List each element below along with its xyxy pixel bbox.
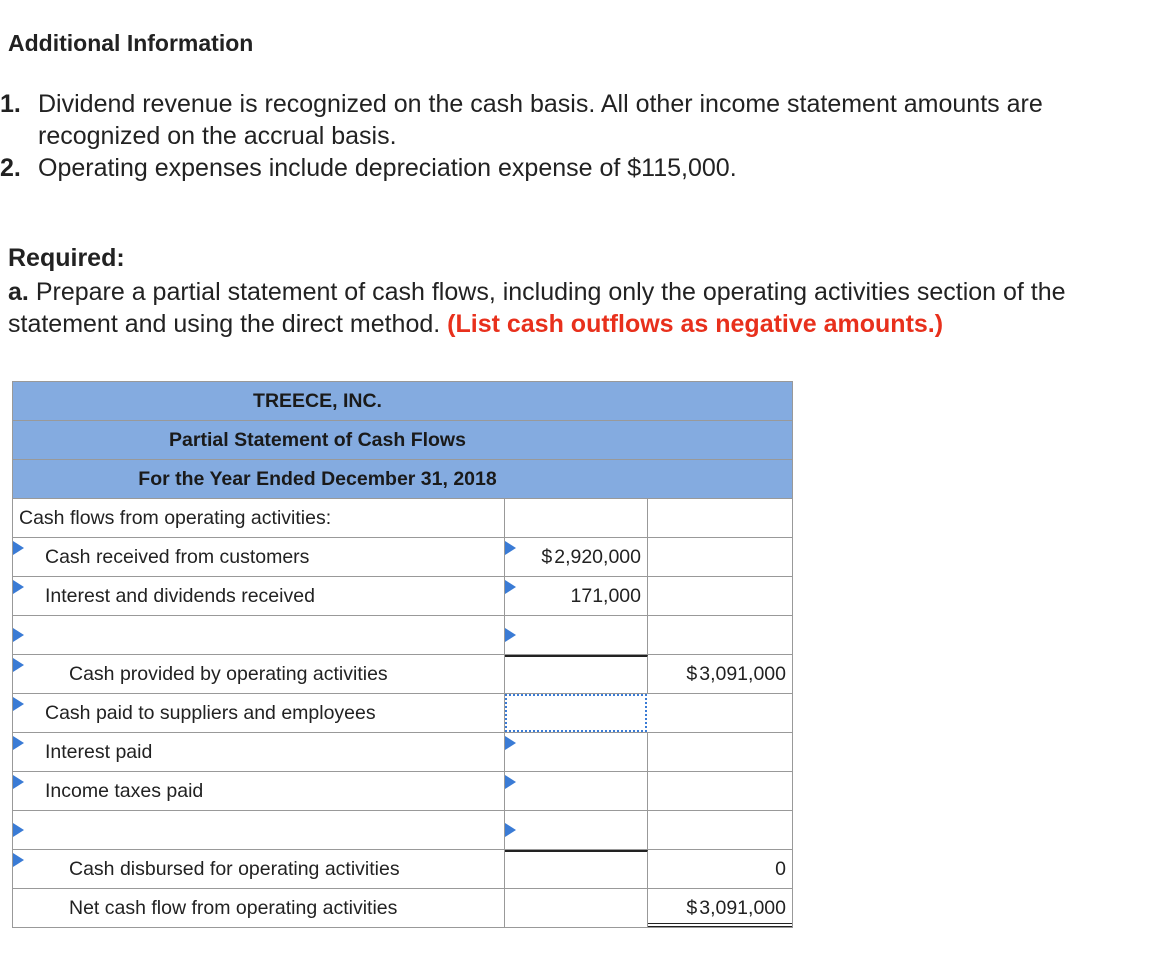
statement-company: TREECE, INC. [13,382,792,421]
info-item-1 [0,88,1120,152]
subtotal-row [13,655,792,694]
required-heading: Required: [8,244,125,272]
dropdown-marker-icon[interactable] [505,736,516,750]
section-row [13,499,792,538]
row-label[interactable]: Interest paid [45,741,153,763]
dropdown-marker-icon[interactable] [13,541,24,555]
dropdown-marker-icon[interactable] [13,697,24,711]
currency-symbol: $ [686,663,698,685]
row-label: Cash provided by operating activities [69,663,388,685]
amount-value: 3,091,000 [699,897,786,919]
dropdown-marker-icon[interactable] [505,580,516,594]
required-text: Prepare a partial statement of cash flows, including only the operating activities section of the statement and using the direct method. [8,278,1066,338]
dropdown-marker-icon[interactable] [13,853,24,867]
required-note: (List cash outflows as negative amounts.) [447,310,944,338]
required-part-label: a. [8,278,29,306]
dropdown-marker-icon[interactable] [13,736,24,750]
dropdown-marker-icon[interactable] [13,775,24,789]
info-item-number: 2. [0,154,21,182]
dropdown-marker-icon[interactable] [505,541,516,555]
table-row [13,616,792,655]
info-item-text: Operating expenses include depreciation expense of $115,000. [38,154,737,182]
currency-symbol: $ [686,897,698,919]
row-label[interactable]: Income taxes paid [45,780,204,802]
total-value [686,655,786,693]
amount-value: 2,920,000 [554,546,641,568]
info-item-number: 1. [0,90,21,118]
cash-flow-statement [12,381,793,928]
amount-value: 3,091,000 [699,663,786,685]
row-label[interactable]: Interest and dividends received [45,585,315,607]
row-label: Cash disbursed for operating activities [69,858,400,880]
dropdown-marker-icon[interactable] [505,628,516,642]
net-total-value [686,889,786,927]
info-item-text: Dividend revenue is recognized on the cash basis. All other income statement amounts are recognized on the accrual basis. [38,90,1043,150]
amount-input[interactable] [541,538,641,576]
row-label[interactable]: Cash paid to suppliers and employees [45,702,376,724]
amount-input[interactable]: 171,000 [570,585,641,607]
dropdown-marker-icon[interactable] [13,580,24,594]
table-row [13,577,792,616]
statement-title: Partial Statement of Cash Flows [13,421,792,460]
table-row [13,538,792,577]
subtotal-row [13,850,792,889]
dropdown-marker-icon[interactable] [505,823,516,837]
table-row [13,733,792,772]
dropdown-marker-icon[interactable] [505,775,516,789]
additional-info-list [0,88,1120,184]
currency-symbol: $ [541,546,553,568]
table-row [13,772,792,811]
required-instructions [8,276,1118,340]
amount-input-focused[interactable] [505,694,647,732]
info-item-2 [0,152,1120,184]
table-row [13,811,792,850]
table-row [13,694,792,733]
statement-period: For the Year Ended December 31, 2018 [13,460,792,499]
total-value: 0 [775,858,786,880]
dropdown-marker-icon[interactable] [13,823,24,837]
row-label[interactable]: Cash received from customers [45,546,310,568]
row-label: Net cash flow from operating activities [69,897,398,919]
section-label: Cash flows from operating activities: [19,507,332,529]
net-total-row [13,889,792,928]
additional-info-heading: Additional Information [8,30,254,56]
dropdown-marker-icon[interactable] [13,628,24,642]
dropdown-marker-icon[interactable] [13,658,24,672]
